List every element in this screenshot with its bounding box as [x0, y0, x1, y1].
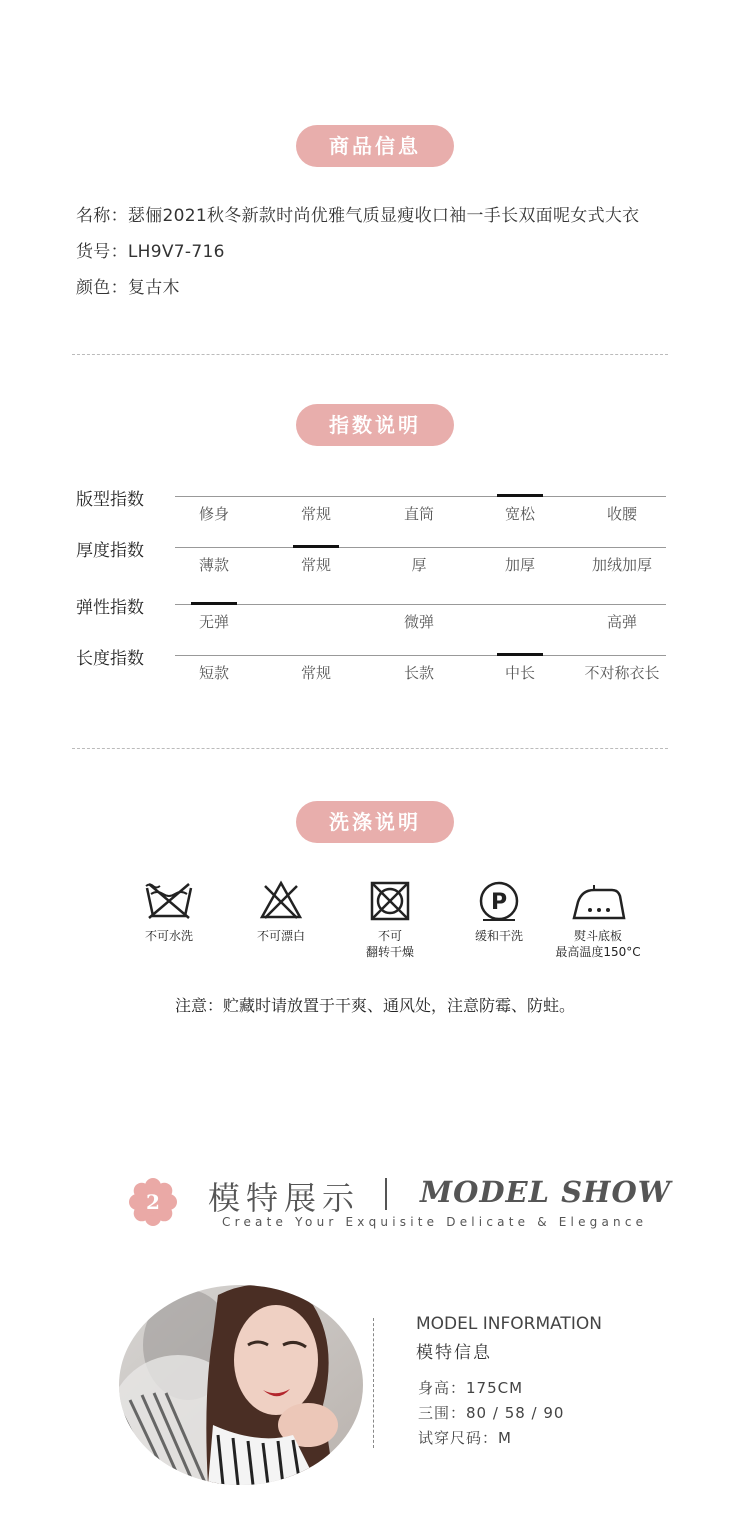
index-scale-line — [175, 655, 666, 656]
index-scale-line — [175, 496, 666, 497]
index-option: 厚 — [411, 556, 427, 574]
title-separator — [385, 1178, 387, 1210]
wash-item-no-wash — [114, 880, 224, 944]
model-show-subtitle: Create Your Exquisite Delicate & Elegance — [222, 1215, 648, 1229]
no-tumble-dry-icon — [368, 880, 412, 922]
no-wash-icon — [143, 880, 195, 922]
index-option: 无弹 — [198, 613, 229, 631]
wash-label-line1: 不可 — [377, 929, 402, 943]
product-code-row — [76, 237, 225, 262]
product-color-value: 复古木 — [127, 278, 180, 298]
index-scale-line — [175, 604, 666, 605]
wash-label: 不可水洗 — [144, 929, 193, 943]
index-selected-marker — [497, 494, 543, 497]
index-selected-marker — [191, 602, 237, 605]
product-code-label: 货号： — [76, 242, 128, 262]
model-show-title-cn: 模特展示 — [208, 1179, 361, 1217]
index-option: 微弹 — [403, 613, 434, 631]
index-option: 高弹 — [606, 613, 637, 631]
index-row-label: 版型指数 — [76, 490, 144, 510]
index-option: 修身 — [198, 505, 229, 523]
index-option: 常规 — [300, 505, 331, 523]
product-name-row — [76, 201, 639, 226]
index-row-label: 长度指数 — [76, 649, 144, 669]
model-measure-label: 三围： — [418, 1404, 467, 1422]
index-option: 中长 — [504, 664, 535, 682]
index-option: 常规 — [300, 664, 331, 682]
index-scale-line — [175, 547, 666, 548]
product-name-label: 名称： — [76, 206, 128, 226]
model-info-title-cn: 模特信息 — [416, 1343, 492, 1363]
divider — [72, 354, 668, 355]
model-measure-row — [418, 1402, 564, 1423]
index-header: 指数说明 — [296, 404, 454, 446]
product-color-row — [76, 273, 180, 298]
model-measure-value: 80 / 58 / 90 — [466, 1404, 565, 1422]
model-size-row — [418, 1427, 512, 1448]
index-option: 加厚 — [504, 556, 535, 574]
section-number: 2 — [146, 1190, 160, 1214]
model-info-title-en: MODEL INFORMATION — [416, 1314, 602, 1334]
index-option: 宽松 — [504, 505, 535, 523]
wash-label-line2: 最高温度150°C — [555, 945, 641, 959]
index-option: 不对称衣长 — [584, 664, 660, 682]
wash-label — [543, 928, 653, 960]
model-show-title-en: MODEL SHOW — [420, 1175, 672, 1209]
index-row-label: 厚度指数 — [76, 541, 144, 561]
dry-clean-p-icon — [477, 880, 521, 922]
index-option: 加绒加厚 — [591, 556, 652, 574]
index-row-label: 弹性指数 — [76, 598, 144, 618]
index-option: 收腰 — [606, 505, 637, 523]
index-option: 短款 — [198, 664, 229, 682]
wash-label: 不可漂白 — [256, 929, 305, 943]
index-option: 常规 — [300, 556, 331, 574]
wash-label — [335, 928, 445, 960]
wash-label: 缓和干洗 — [474, 929, 523, 943]
product-info-header: 商品信息 — [296, 125, 454, 167]
wash-label-line2: 翻转干燥 — [365, 945, 414, 959]
washing-header: 洗涤说明 — [296, 801, 454, 843]
model-height-label: 身高： — [418, 1379, 467, 1397]
iron-icon — [570, 880, 626, 922]
wash-label-line1: 熨斗底板 — [573, 929, 622, 943]
index-option: 直筒 — [403, 505, 434, 523]
info-divider — [373, 1318, 374, 1448]
product-code-value: LH9V7-716 — [127, 242, 225, 262]
storage-note: 注意：贮藏时请放置于干爽、通风处，注意防霉、防蛀。 — [174, 996, 575, 1015]
wash-item-dry-clean — [444, 880, 554, 944]
wash-item-no-bleach — [226, 880, 336, 944]
model-height-row — [418, 1377, 523, 1398]
model-portrait — [118, 1275, 364, 1485]
model-size-label: 试穿尺码： — [418, 1429, 499, 1447]
index-option: 长款 — [403, 664, 434, 682]
product-color-label: 颜色： — [76, 278, 128, 298]
flower-number-badge — [129, 1178, 177, 1226]
divider — [72, 748, 668, 749]
wash-item-iron — [543, 880, 653, 960]
index-selected-marker — [293, 545, 339, 548]
no-bleach-icon — [259, 880, 303, 922]
model-height-value: 175CM — [466, 1379, 524, 1397]
model-size-value: M — [498, 1429, 512, 1447]
svg-text:P: P — [490, 890, 508, 915]
index-selected-marker — [497, 653, 543, 656]
index-option: 薄款 — [198, 556, 229, 574]
product-name-value: 瑟俪2021秋冬新款时尚优雅气质显瘦收口袖一手长双面呢女式大衣 — [127, 206, 640, 226]
wash-item-no-tumble-dry — [335, 880, 445, 960]
